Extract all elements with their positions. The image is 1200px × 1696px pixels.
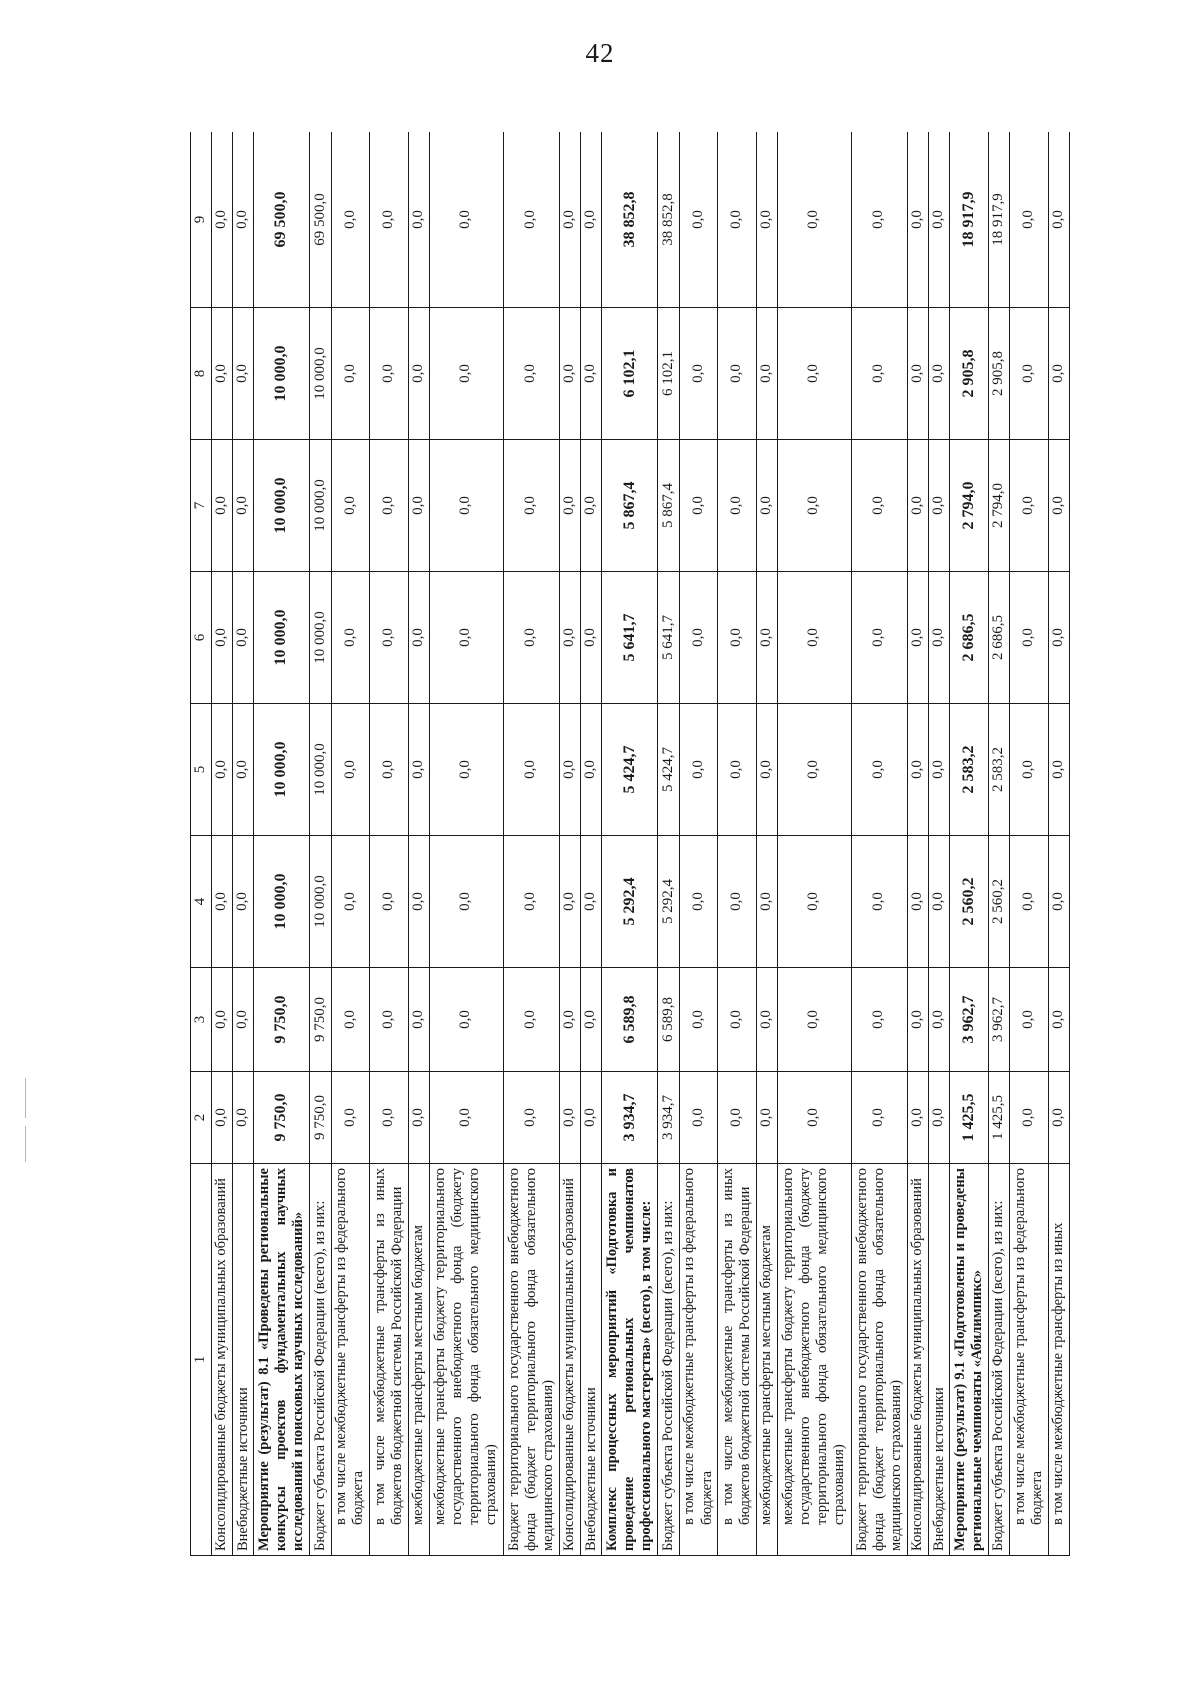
value-cell: 0,0 [679, 1072, 717, 1164]
value-cell: 2 794,0 [988, 440, 1009, 572]
value-cell: 0,0 [756, 132, 777, 308]
value-cell: 0,0 [907, 440, 928, 572]
value-cell: 0,0 [503, 308, 559, 440]
row-label: Бюджет территориального государственного внебюджетного фонда (бюджет территориального фонда обязательного медицинского страхования) [503, 1164, 559, 1556]
value-cell: 0,0 [331, 704, 369, 836]
value-cell: 0,0 [1010, 132, 1048, 308]
value-cell: 2 686,5 [988, 572, 1009, 704]
value-cell: 0,0 [233, 968, 254, 1072]
value-cell: 0,0 [1010, 968, 1048, 1072]
value-cell: 0,0 [211, 308, 232, 440]
value-cell: 0,0 [929, 440, 950, 572]
value-cell: 0,0 [907, 968, 928, 1072]
value-cell: 0,0 [777, 968, 851, 1072]
table-frame [190, 132, 1070, 1556]
value-cell: 0,0 [718, 968, 756, 1072]
column-header: 2 [191, 1072, 212, 1164]
value-cell: 0,0 [851, 440, 907, 572]
table-row [408, 132, 429, 1556]
value-cell: 0,0 [1048, 132, 1069, 308]
row-label: межбюджетные трансферты местным бюджетам [756, 1164, 777, 1556]
value-cell: 0,0 [679, 704, 717, 836]
value-cell: 0,0 [718, 1072, 756, 1164]
row-label: Бюджет территориального государственного внебюджетного фонда (бюджет территориального фонда обязательного медицинского страхования) [851, 1164, 907, 1556]
value-cell: 0,0 [331, 308, 369, 440]
table-row [718, 132, 756, 1556]
row-label: Внебюджетные источники [929, 1164, 950, 1556]
value-cell: 0,0 [907, 308, 928, 440]
value-cell: 0,0 [233, 704, 254, 836]
value-cell: 0,0 [233, 572, 254, 704]
value-cell: 0,0 [1048, 1072, 1069, 1164]
value-cell: 10 000,0 [310, 308, 331, 440]
value-cell: 0,0 [777, 836, 851, 968]
row-label: в том числе межбюджетные трансферты из иных бюджетов бюджетной системы Российской Федерации [370, 1164, 408, 1556]
row-label: Бюджет субъекта Российской Федерации (всего), из них: [310, 1164, 331, 1556]
scan-artifact-line [25, 1126, 26, 1162]
row-label: Консолидированные бюджеты муниципальных образований [559, 1164, 580, 1556]
value-cell: 0,0 [1010, 1072, 1048, 1164]
value-cell: 6 589,8 [658, 968, 679, 1072]
column-header: 6 [191, 572, 212, 704]
row-label: Консолидированные бюджеты муниципальных образований [907, 1164, 928, 1556]
value-cell: 18 917,9 [950, 132, 988, 308]
value-cell: 0,0 [929, 1072, 950, 1164]
value-cell: 0,0 [718, 308, 756, 440]
value-cell: 10 000,0 [254, 572, 310, 704]
value-cell: 0,0 [777, 572, 851, 704]
value-cell: 0,0 [1010, 572, 1048, 704]
value-cell: 0,0 [907, 132, 928, 308]
table-row [929, 132, 950, 1556]
table-row [602, 132, 658, 1556]
table-row [988, 132, 1009, 1556]
value-cell: 2 583,2 [988, 704, 1009, 836]
value-cell: 0,0 [777, 308, 851, 440]
value-cell: 0,0 [331, 836, 369, 968]
value-cell: 0,0 [907, 1072, 928, 1164]
row-label: в том числе межбюджетные трансферты из иных бюджетов бюджетной системы Российской Федерации [718, 1164, 756, 1556]
value-cell: 0,0 [1048, 440, 1069, 572]
row-label: в том числе межбюджетные трансферты из федерального бюджета [331, 1164, 369, 1556]
value-cell: 5 867,4 [658, 440, 679, 572]
value-cell: 0,0 [370, 836, 408, 968]
table-row [756, 132, 777, 1556]
value-cell: 0,0 [581, 572, 602, 704]
value-cell: 0,0 [408, 308, 429, 440]
table-row [310, 132, 331, 1556]
value-cell: 0,0 [679, 132, 717, 308]
value-cell: 0,0 [370, 968, 408, 1072]
value-cell: 2 905,8 [988, 308, 1009, 440]
value-cell: 0,0 [907, 836, 928, 968]
value-cell: 2 686,5 [950, 572, 988, 704]
value-cell: 0,0 [756, 836, 777, 968]
column-header: 4 [191, 836, 212, 968]
value-cell: 0,0 [331, 968, 369, 1072]
value-cell: 0,0 [370, 308, 408, 440]
value-cell: 0,0 [756, 572, 777, 704]
value-cell: 0,0 [429, 308, 503, 440]
value-cell: 0,0 [503, 132, 559, 308]
value-cell: 0,0 [211, 132, 232, 308]
table-row [777, 132, 851, 1556]
value-cell: 0,0 [929, 968, 950, 1072]
row-label: в том числе межбюджетные трансферты из иных [1048, 1164, 1069, 1556]
value-cell: 3 962,7 [950, 968, 988, 1072]
value-cell: 0,0 [370, 572, 408, 704]
value-cell: 0,0 [559, 836, 580, 968]
column-header: 1 [191, 1164, 212, 1556]
row-label: межбюджетные трансферты бюджету территориального государственного внебюджетного фонда (бюджету территориального фонда обязательного медицинского страхования) [429, 1164, 503, 1556]
value-cell: 0,0 [756, 308, 777, 440]
column-header: 5 [191, 704, 212, 836]
value-cell: 0,0 [503, 1072, 559, 1164]
value-cell: 2 794,0 [950, 440, 988, 572]
value-cell: 0,0 [756, 704, 777, 836]
value-cell: 0,0 [331, 132, 369, 308]
value-cell: 0,0 [408, 572, 429, 704]
value-cell: 0,0 [429, 1072, 503, 1164]
value-cell: 0,0 [211, 1072, 232, 1164]
value-cell: 10 000,0 [254, 308, 310, 440]
table-row [233, 132, 254, 1556]
table-row [1048, 132, 1069, 1556]
value-cell: 0,0 [559, 704, 580, 836]
row-label: Внебюджетные источники [581, 1164, 602, 1556]
value-cell: 3 934,7 [602, 1072, 658, 1164]
budget-table [190, 132, 1070, 1556]
value-cell: 6 589,8 [602, 968, 658, 1072]
value-cell: 0,0 [503, 440, 559, 572]
value-cell: 0,0 [851, 308, 907, 440]
value-cell: 0,0 [581, 440, 602, 572]
value-cell: 0,0 [233, 440, 254, 572]
value-cell: 9 750,0 [254, 968, 310, 1072]
value-cell: 2 583,2 [950, 704, 988, 836]
value-cell: 0,0 [1048, 968, 1069, 1072]
value-cell: 0,0 [679, 968, 717, 1072]
value-cell: 0,0 [408, 968, 429, 1072]
value-cell: 0,0 [907, 572, 928, 704]
value-cell: 10 000,0 [310, 836, 331, 968]
value-cell: 0,0 [581, 968, 602, 1072]
value-cell: 0,0 [233, 308, 254, 440]
value-cell: 3 962,7 [988, 968, 1009, 1072]
value-cell: 0,0 [331, 440, 369, 572]
column-header: 8 [191, 308, 212, 440]
value-cell: 0,0 [429, 836, 503, 968]
value-cell: 0,0 [929, 572, 950, 704]
value-cell: 0,0 [211, 968, 232, 1072]
value-cell: 5 641,7 [602, 572, 658, 704]
scan-artifact-line [25, 1078, 26, 1118]
value-cell: 0,0 [1010, 836, 1048, 968]
table-row [370, 132, 408, 1556]
table-body [211, 132, 1069, 1556]
value-cell: 69 500,0 [310, 132, 331, 308]
value-cell: 0,0 [408, 836, 429, 968]
value-cell: 0,0 [718, 704, 756, 836]
table-header-row [191, 132, 212, 1556]
row-label: Мероприятие (результат) 8.1 «Проведены региональные конкурсы проектов фундаментальных научных исследований и поисковых научных исследований» [254, 1164, 310, 1556]
value-cell: 0,0 [907, 704, 928, 836]
table-row [429, 132, 503, 1556]
value-cell: 0,0 [1010, 308, 1048, 440]
value-cell: 0,0 [233, 132, 254, 308]
value-cell: 0,0 [851, 572, 907, 704]
value-cell: 0,0 [718, 572, 756, 704]
value-cell: 0,0 [756, 968, 777, 1072]
value-cell: 0,0 [581, 704, 602, 836]
value-cell: 0,0 [1048, 704, 1069, 836]
value-cell: 0,0 [559, 572, 580, 704]
value-cell: 0,0 [1048, 308, 1069, 440]
value-cell: 0,0 [1048, 836, 1069, 968]
value-cell: 10 000,0 [310, 440, 331, 572]
table-row [331, 132, 369, 1556]
value-cell: 0,0 [777, 1072, 851, 1164]
value-cell: 5 424,7 [658, 704, 679, 836]
value-cell: 0,0 [429, 968, 503, 1072]
value-cell: 5 641,7 [658, 572, 679, 704]
value-cell: 0,0 [211, 836, 232, 968]
value-cell: 0,0 [1048, 572, 1069, 704]
value-cell: 1 425,5 [988, 1072, 1009, 1164]
value-cell: 0,0 [679, 836, 717, 968]
value-cell: 0,0 [851, 1072, 907, 1164]
value-cell: 0,0 [1010, 704, 1048, 836]
table-row [211, 132, 232, 1556]
value-cell: 10 000,0 [254, 440, 310, 572]
value-cell: 0,0 [679, 308, 717, 440]
row-label: Внебюджетные источники [233, 1164, 254, 1556]
value-cell: 0,0 [370, 440, 408, 572]
value-cell: 9 750,0 [310, 968, 331, 1072]
value-cell: 0,0 [331, 1072, 369, 1164]
row-label: в том числе межбюджетные трансферты из федерального бюджета [1010, 1164, 1048, 1556]
table-row [950, 132, 988, 1556]
value-cell: 0,0 [233, 836, 254, 968]
value-cell: 0,0 [581, 132, 602, 308]
value-cell: 2 905,8 [950, 308, 988, 440]
value-cell: 0,0 [851, 704, 907, 836]
value-cell: 0,0 [503, 836, 559, 968]
value-cell: 69 500,0 [254, 132, 310, 308]
value-cell: 0,0 [929, 836, 950, 968]
value-cell: 0,0 [211, 704, 232, 836]
value-cell: 2 560,2 [988, 836, 1009, 968]
value-cell: 0,0 [929, 704, 950, 836]
value-cell: 10 000,0 [310, 704, 331, 836]
value-cell: 0,0 [581, 836, 602, 968]
value-cell: 0,0 [370, 132, 408, 308]
value-cell: 0,0 [331, 572, 369, 704]
value-cell: 0,0 [777, 704, 851, 836]
value-cell: 0,0 [1010, 440, 1048, 572]
value-cell: 0,0 [429, 572, 503, 704]
value-cell: 0,0 [408, 440, 429, 572]
value-cell: 18 917,9 [988, 132, 1009, 308]
value-cell: 10 000,0 [254, 836, 310, 968]
value-cell: 0,0 [370, 1072, 408, 1164]
value-cell: 0,0 [851, 836, 907, 968]
value-cell: 0,0 [851, 968, 907, 1072]
value-cell: 0,0 [756, 440, 777, 572]
value-cell: 0,0 [408, 1072, 429, 1164]
row-label: Мероприятие (результат) 9.1 «Подготовлены и проведены региональные чемпионаты «Абилимпикс» [950, 1164, 988, 1556]
row-label: Комплекс процессных мероприятий «Подготовка и проведение региональных чемпионатов профессионального мастерства» (всего), в том числе: [602, 1164, 658, 1556]
value-cell: 0,0 [718, 440, 756, 572]
page-number: 42 [585, 38, 615, 68]
table-row [581, 132, 602, 1556]
value-cell: 0,0 [679, 440, 717, 572]
value-cell: 0,0 [777, 132, 851, 308]
row-label: Бюджет субъекта Российской Федерации (всего), из них: [658, 1164, 679, 1556]
table-row [907, 132, 928, 1556]
column-header: 3 [191, 968, 212, 1072]
row-label: межбюджетные трансферты бюджету территориального государственного внебюджетного фонда (бюджету территориального фонда обязательного медицинского страхования) [777, 1164, 851, 1556]
table-row [1010, 132, 1048, 1556]
value-cell: 0,0 [777, 440, 851, 572]
row-label: в том числе межбюджетные трансферты из федерального бюджета [679, 1164, 717, 1556]
row-label: межбюджетные трансферты местным бюджетам [408, 1164, 429, 1556]
table-row [851, 132, 907, 1556]
value-cell: 0,0 [756, 1072, 777, 1164]
value-cell: 0,0 [408, 704, 429, 836]
value-cell: 0,0 [503, 968, 559, 1072]
rotated-table-container [190, 132, 1070, 1556]
column-header: 7 [191, 440, 212, 572]
value-cell: 0,0 [233, 1072, 254, 1164]
value-cell: 9 750,0 [254, 1072, 310, 1164]
table-row [254, 132, 310, 1556]
value-cell: 0,0 [679, 572, 717, 704]
value-cell: 10 000,0 [310, 572, 331, 704]
value-cell: 0,0 [718, 836, 756, 968]
value-cell: 38 852,8 [658, 132, 679, 308]
value-cell: 10 000,0 [254, 704, 310, 836]
value-cell: 0,0 [429, 704, 503, 836]
value-cell: 5 292,4 [658, 836, 679, 968]
value-cell: 3 934,7 [658, 1072, 679, 1164]
value-cell: 0,0 [408, 132, 429, 308]
value-cell: 0,0 [211, 440, 232, 572]
value-cell: 6 102,1 [658, 308, 679, 440]
value-cell: 6 102,1 [602, 308, 658, 440]
value-cell: 5 424,7 [602, 704, 658, 836]
value-cell: 2 560,2 [950, 836, 988, 968]
row-label: Бюджет субъекта Российской Федерации (всего), из них: [988, 1164, 1009, 1556]
value-cell: 9 750,0 [310, 1072, 331, 1164]
value-cell: 0,0 [929, 132, 950, 308]
column-header: 9 [191, 132, 212, 308]
value-cell: 0,0 [429, 132, 503, 308]
table-row [503, 132, 559, 1556]
value-cell: 38 852,8 [602, 132, 658, 308]
value-cell: 0,0 [559, 1072, 580, 1164]
value-cell: 0,0 [211, 572, 232, 704]
value-cell: 5 292,4 [602, 836, 658, 968]
value-cell: 0,0 [429, 440, 503, 572]
value-cell: 0,0 [503, 704, 559, 836]
value-cell: 0,0 [581, 1072, 602, 1164]
value-cell: 0,0 [718, 132, 756, 308]
table-row [559, 132, 580, 1556]
value-cell: 0,0 [559, 132, 580, 308]
value-cell: 0,0 [559, 440, 580, 572]
table-row [658, 132, 679, 1556]
value-cell: 0,0 [851, 132, 907, 308]
value-cell: 1 425,5 [950, 1072, 988, 1164]
value-cell: 0,0 [559, 308, 580, 440]
value-cell: 0,0 [929, 308, 950, 440]
value-cell: 0,0 [559, 968, 580, 1072]
table-row [679, 132, 717, 1556]
value-cell: 0,0 [503, 572, 559, 704]
value-cell: 5 867,4 [602, 440, 658, 572]
value-cell: 0,0 [581, 308, 602, 440]
row-label: Консолидированные бюджеты муниципальных образований [211, 1164, 232, 1556]
value-cell: 0,0 [370, 704, 408, 836]
